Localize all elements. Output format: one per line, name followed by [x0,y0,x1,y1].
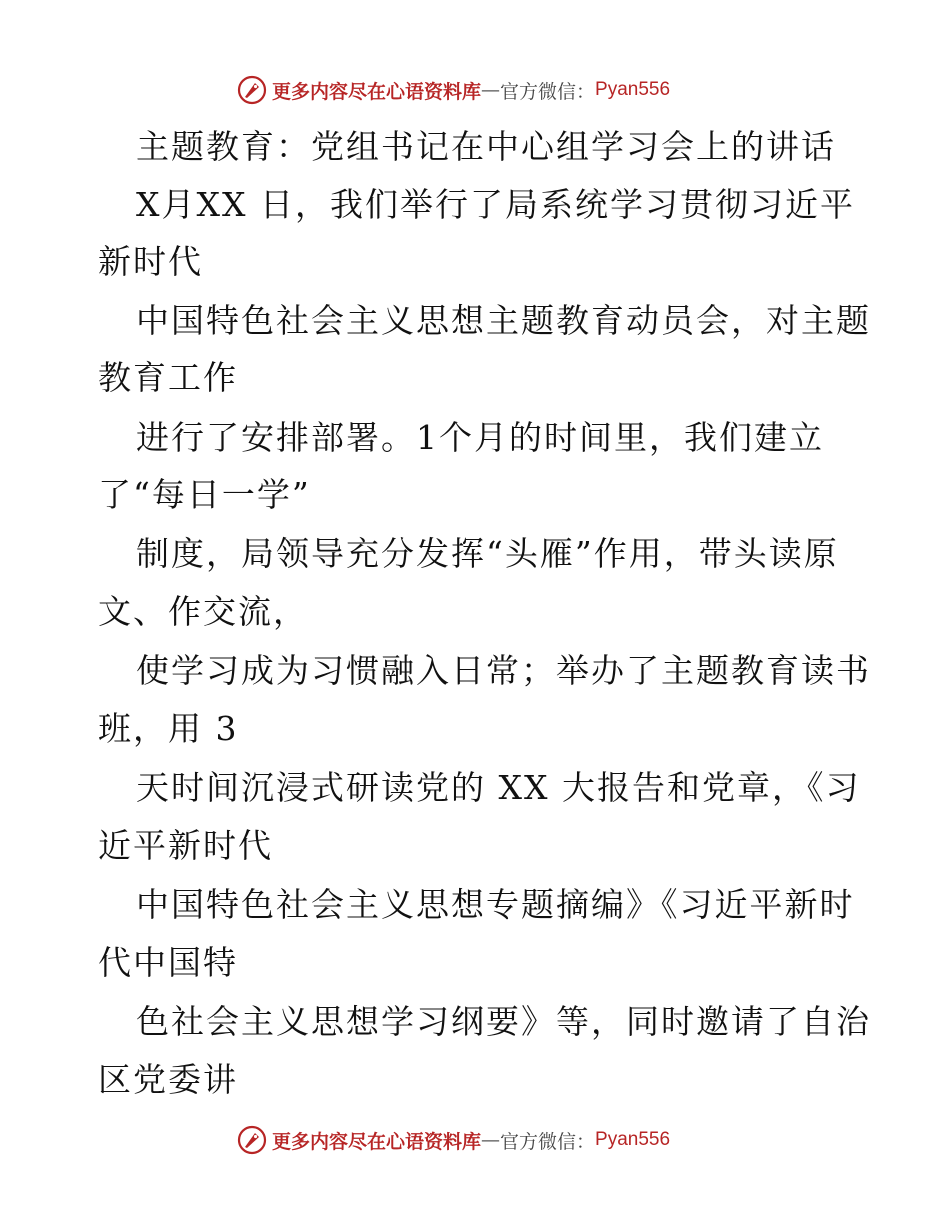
pen-nib-logo-icon [236,1124,268,1156]
banner-separator: — [481,1129,501,1151]
header-banner [236,73,670,107]
text-line: 进行了安排部署。1个月的时间里，我们建立 [136,418,824,457]
text-line: 区党委讲 [98,1060,238,1099]
text-line: 教育工作 [98,358,238,397]
text-line: 班，用 3 [98,709,239,748]
text-line: 中国特色社会主义思想专题摘编》《习近平新时 [136,885,855,924]
banner-wechat-id: Pyan556 [595,1129,671,1150]
text-line: 中国特色社会主义思想主题教育动员会，对主题 [136,301,871,340]
banner-wechat-id: Pyan556 [595,79,671,100]
banner-site-text: 更多内容尽在心语资料库 [272,1130,482,1153]
banner-separator: — [481,79,501,101]
text-line: 新时代 [98,242,203,281]
banner-wechat-label: 官方微信： [500,80,596,103]
text-line: X月XX 日，我们举行了局系统学习贯彻习近平 [136,185,855,224]
text-line: 了“每日一学” [98,475,311,514]
text-line: 色社会主义思想学习纲要》等，同时邀请了自治 [136,1002,871,1041]
text-line: 近平新时代 [98,826,273,865]
text-line: 使学习成为习惯融入日常；举办了主题教育读书 [136,651,871,690]
pen-nib-logo-icon [236,74,268,106]
banner-site-text: 更多内容尽在心语资料库 [272,80,482,103]
document-title: 主题教育：党组书记在中心组学习会上的讲话 [136,127,836,166]
banner-wechat-label: 官方微信： [500,1130,596,1153]
text-line: 文、作交流， [98,592,308,631]
text-line: 代中国特 [98,943,238,982]
footer-banner [236,1123,670,1157]
text-line: 制度，局领导充分发挥“头雁”作用，带头读原 [136,534,839,573]
text-line: 天时间沉浸式研读党的 XX 大报告和党章，《习 [136,768,861,807]
